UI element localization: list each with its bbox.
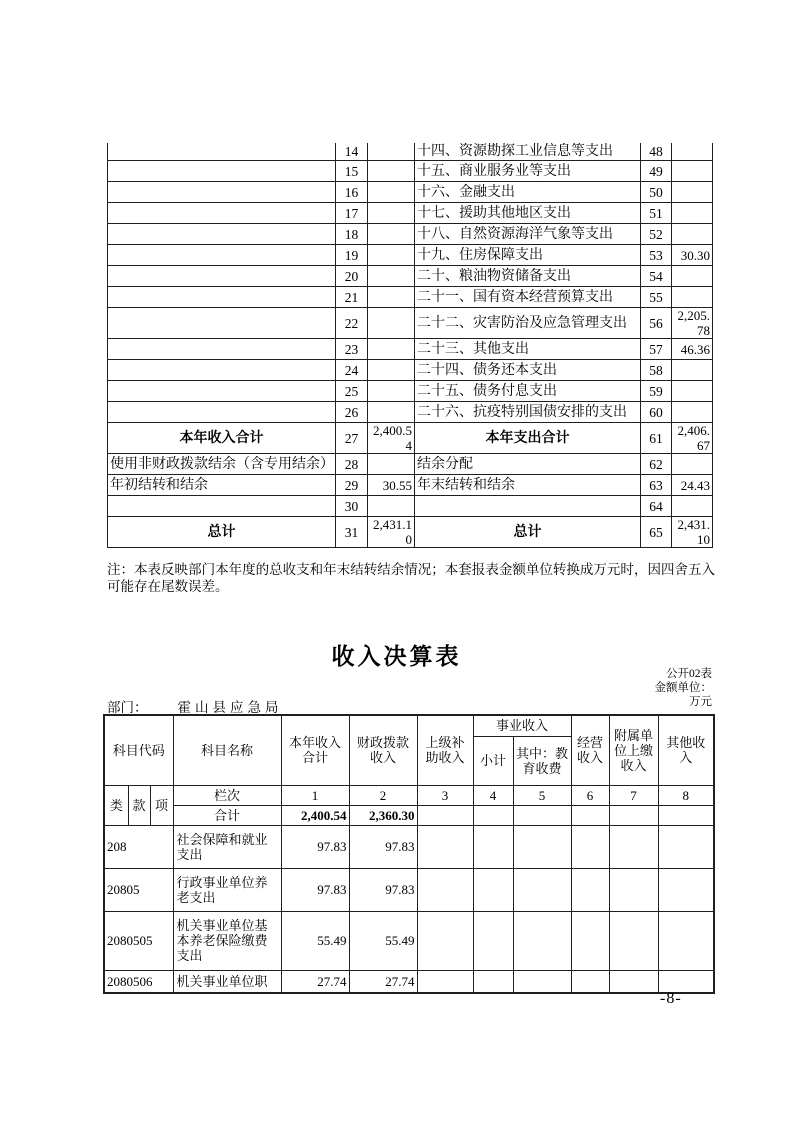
income-empty-cell — [513, 970, 571, 993]
income-table-title: 收入决算表 — [331, 643, 462, 669]
summary-left-lineno: 24 — [336, 360, 368, 381]
header-item: 项 — [150, 785, 173, 825]
summary-left-label — [108, 360, 336, 381]
col-2: 2 — [349, 785, 417, 805]
summary-left-lineno: 31 — [336, 517, 368, 548]
summary-right-value — [672, 496, 713, 517]
summary-right-label: 二十一、国有资本经营预算支出 — [415, 287, 641, 308]
header-subtotal: 小计 — [473, 736, 513, 785]
summary-balance-table — [107, 143, 713, 548]
summary-left-lineno: 18 — [336, 224, 368, 245]
department-label: 部门： — [107, 700, 148, 715]
summary-row — [108, 224, 713, 245]
summary-row — [108, 517, 713, 548]
summary-table-body — [108, 143, 713, 548]
summary-left-value — [368, 287, 415, 308]
summary-right-label: 十八、自然资源海洋气象等支出 — [415, 224, 641, 245]
summary-row — [108, 454, 713, 475]
summary-right-lineno: 63 — [641, 475, 672, 496]
summary-left-value: 30.55 — [368, 475, 415, 496]
summary-left-value — [368, 339, 415, 360]
summary-left-label — [108, 182, 336, 203]
summary-left-lineno: 14 — [336, 143, 368, 161]
income-row — [104, 911, 714, 970]
income-subject-code: 20805 — [104, 868, 173, 911]
summary-left-label — [108, 224, 336, 245]
income-subject-code: 2080505 — [104, 911, 173, 970]
summary-left-label — [108, 287, 336, 308]
total-fiscal: 2,360.30 — [349, 805, 417, 825]
summary-right-lineno: 49 — [641, 161, 672, 182]
department-name: 霍山县应急局 — [177, 700, 283, 715]
header-operating-income: 经营收入 — [571, 715, 609, 785]
summary-left-lineno: 22 — [336, 308, 368, 339]
income-annual-total: 97.83 — [281, 825, 349, 868]
summary-right-label: 年末结转和结余 — [415, 475, 641, 496]
summary-left-label: 年初结转和结余 — [108, 475, 336, 496]
income-empty-cell — [571, 911, 609, 970]
header-cat: 类 — [104, 785, 128, 825]
summary-left-lineno: 15 — [336, 161, 368, 182]
summary-left-lineno: 28 — [336, 454, 368, 475]
summary-table-note: 注：本表反映部门本年度的总收支和年末结转结余情况；本套报表金额单位转换成万元时，因四舍五入可能存在尾数误差。 — [107, 562, 715, 594]
summary-row — [108, 161, 713, 182]
page-number: -8- — [660, 990, 682, 1007]
header-affiliated-income: 附属单位上缴收入 — [609, 715, 658, 785]
summary-right-lineno: 50 — [641, 182, 672, 203]
income-annual-total: 55.49 — [281, 911, 349, 970]
col-7: 7 — [609, 785, 658, 805]
summary-left-value — [368, 182, 415, 203]
summary-row — [108, 308, 713, 339]
summary-row — [108, 360, 713, 381]
total-empty-cell — [658, 805, 714, 825]
income-empty-cell — [609, 911, 658, 970]
summary-right-lineno: 57 — [641, 339, 672, 360]
summary-right-label: 结余分配 — [415, 454, 641, 475]
income-subject-code: 208 — [104, 825, 173, 868]
summary-left-label: 本年收入合计 — [108, 423, 336, 454]
income-empty-cell — [417, 911, 473, 970]
summary-row — [108, 381, 713, 402]
income-empty-cell — [473, 868, 513, 911]
col-5: 5 — [513, 785, 571, 805]
summary-right-lineno: 48 — [641, 143, 672, 161]
income-subject-name: 机关事业单位职 — [173, 970, 281, 993]
summary-right-lineno: 51 — [641, 203, 672, 224]
income-table-body — [104, 825, 714, 993]
income-subject-name: 行政事业单位养老支出 — [173, 868, 281, 911]
total-empty-cell — [417, 805, 473, 825]
income-table — [103, 714, 715, 994]
summary-left-value — [368, 266, 415, 287]
header-edu-fee: 其中：教育收费 — [513, 736, 571, 785]
summary-row — [108, 402, 713, 423]
summary-right-label: 二十、粮油物资储备支出 — [415, 266, 641, 287]
income-empty-cell — [658, 825, 714, 868]
summary-left-value — [368, 360, 415, 381]
income-empty-cell — [473, 970, 513, 993]
total-empty-cell — [513, 805, 571, 825]
col-1: 1 — [281, 785, 349, 805]
summary-right-lineno: 59 — [641, 381, 672, 402]
summary-right-lineno: 54 — [641, 266, 672, 287]
summary-row — [108, 143, 713, 161]
summary-left-label — [108, 308, 336, 339]
summary-left-value — [368, 245, 415, 266]
summary-left-value: 2,400.54 — [368, 423, 415, 454]
income-empty-cell — [658, 868, 714, 911]
unit-value: 万元 — [689, 696, 712, 708]
summary-right-value: 2,406.67 — [672, 423, 713, 454]
summary-right-value: 46.36 — [672, 339, 713, 360]
summary-right-value: 2,205.78 — [672, 308, 713, 339]
summary-left-label — [108, 402, 336, 423]
summary-left-label — [108, 266, 336, 287]
col-3: 3 — [417, 785, 473, 805]
summary-left-value — [368, 161, 415, 182]
summary-right-lineno: 60 — [641, 402, 672, 423]
income-row — [104, 868, 714, 911]
colrow-label: 栏次 — [173, 785, 281, 805]
table-meta — [655, 667, 713, 709]
income-empty-cell — [609, 868, 658, 911]
summary-row — [108, 266, 713, 287]
income-empty-cell — [571, 970, 609, 993]
income-empty-cell — [417, 825, 473, 868]
col-8: 8 — [658, 785, 714, 805]
header-other-income: 其他收入 — [658, 715, 714, 785]
summary-left-lineno: 26 — [336, 402, 368, 423]
summary-right-label: 十五、商业服务业等支出 — [415, 161, 641, 182]
summary-row — [108, 287, 713, 308]
summary-left-lineno: 16 — [336, 182, 368, 203]
total-empty-cell — [609, 805, 658, 825]
income-empty-cell — [473, 911, 513, 970]
header-annual-total: 本年收入合计 — [281, 715, 349, 785]
summary-right-value — [672, 287, 713, 308]
income-empty-cell — [571, 868, 609, 911]
summary-row — [108, 245, 713, 266]
unit-label: 金额单位： — [654, 682, 712, 694]
summary-left-value — [368, 454, 415, 475]
summary-right-value: 30.30 — [672, 245, 713, 266]
income-empty-cell — [571, 825, 609, 868]
header-superior-subsidy: 上级补助收入 — [417, 715, 473, 785]
summary-right-lineno: 55 — [641, 287, 672, 308]
summary-right-value — [672, 182, 713, 203]
summary-left-value — [368, 143, 415, 161]
income-annual-total: 97.83 — [281, 868, 349, 911]
income-fiscal-value: 97.83 — [349, 868, 417, 911]
summary-left-value — [368, 496, 415, 517]
income-empty-cell — [609, 825, 658, 868]
total-empty-cell — [473, 805, 513, 825]
sheet-code: 公开02表 — [666, 668, 712, 680]
summary-right-lineno: 58 — [641, 360, 672, 381]
summary-left-value: 2,431.10 — [368, 517, 415, 548]
summary-left-label — [108, 381, 336, 402]
summary-left-label — [108, 245, 336, 266]
income-subject-code: 2080506 — [104, 970, 173, 993]
summary-right-label: 十六、金融支出 — [415, 182, 641, 203]
income-row — [104, 825, 714, 868]
summary-left-label — [108, 161, 336, 182]
summary-right-value — [672, 224, 713, 245]
income-fiscal-value: 27.74 — [349, 970, 417, 993]
income-row — [104, 970, 714, 993]
summary-right-value — [672, 161, 713, 182]
income-empty-cell — [473, 825, 513, 868]
summary-right-value — [672, 360, 713, 381]
summary-left-lineno: 27 — [336, 423, 368, 454]
summary-left-value — [368, 203, 415, 224]
summary-left-lineno: 23 — [336, 339, 368, 360]
summary-left-label — [108, 339, 336, 360]
summary-right-lineno: 62 — [641, 454, 672, 475]
income-subject-name: 机关事业单位基本养老保险缴费支出 — [173, 911, 281, 970]
summary-right-value — [672, 381, 713, 402]
summary-right-value: 2,431.10 — [672, 517, 713, 548]
income-empty-cell — [513, 911, 571, 970]
col-4: 4 — [473, 785, 513, 805]
total-empty-cell — [571, 805, 609, 825]
summary-right-label: 二十六、抗疫特别国债安排的支出 — [415, 402, 641, 423]
col-6: 6 — [571, 785, 609, 805]
summary-right-lineno: 61 — [641, 423, 672, 454]
summary-right-value — [672, 203, 713, 224]
summary-left-lineno: 30 — [336, 496, 368, 517]
summary-row — [108, 203, 713, 224]
summary-right-label: 本年支出合计 — [415, 423, 641, 454]
summary-left-label: 使用非财政拨款结余（含专用结余） — [108, 454, 336, 475]
summary-row — [108, 423, 713, 454]
summary-row — [108, 496, 713, 517]
total-row-label: 合计 — [173, 805, 281, 825]
summary-left-label: 总计 — [108, 517, 336, 548]
income-empty-cell — [417, 970, 473, 993]
header-fiscal-income: 财政拨款收入 — [349, 715, 417, 785]
header-subject-code: 科目代码 — [104, 715, 173, 785]
summary-left-value — [368, 381, 415, 402]
income-empty-cell — [658, 911, 714, 970]
summary-left-lineno: 25 — [336, 381, 368, 402]
income-empty-cell — [513, 825, 571, 868]
summary-left-label — [108, 496, 336, 517]
summary-row — [108, 182, 713, 203]
summary-right-label: 总计 — [415, 517, 641, 548]
summary-right-label: 二十二、灾害防治及应急管理支出 — [415, 308, 641, 339]
income-fiscal-value: 55.49 — [349, 911, 417, 970]
income-empty-cell — [417, 868, 473, 911]
summary-row — [108, 339, 713, 360]
summary-left-value — [368, 224, 415, 245]
summary-right-lineno: 56 — [641, 308, 672, 339]
income-annual-total: 27.74 — [281, 970, 349, 993]
department-line — [107, 696, 283, 716]
header-sec: 款 — [128, 785, 150, 825]
summary-right-value — [672, 454, 713, 475]
summary-left-value — [368, 402, 415, 423]
summary-right-lineno: 64 — [641, 496, 672, 517]
income-fiscal-value: 97.83 — [349, 825, 417, 868]
summary-row — [108, 475, 713, 496]
header-business-income: 事业收入 — [473, 715, 571, 736]
summary-right-value — [672, 266, 713, 287]
income-empty-cell — [609, 970, 658, 993]
summary-right-label: 十七、援助其他地区支出 — [415, 203, 641, 224]
summary-right-lineno: 52 — [641, 224, 672, 245]
total-annual: 2,400.54 — [281, 805, 349, 825]
income-subject-name: 社会保障和就业支出 — [173, 825, 281, 868]
summary-left-lineno: 19 — [336, 245, 368, 266]
summary-left-lineno: 20 — [336, 266, 368, 287]
summary-left-value — [368, 308, 415, 339]
income-empty-cell — [513, 868, 571, 911]
summary-right-value — [672, 143, 713, 161]
summary-right-label: 十九、住房保障支出 — [415, 245, 641, 266]
summary-right-lineno: 65 — [641, 517, 672, 548]
header-subject-name: 科目名称 — [173, 715, 281, 785]
summary-right-value: 24.43 — [672, 475, 713, 496]
summary-right-label: 二十三、其他支出 — [415, 339, 641, 360]
summary-left-label — [108, 143, 336, 161]
summary-left-lineno: 17 — [336, 203, 368, 224]
summary-left-lineno: 21 — [336, 287, 368, 308]
summary-left-lineno: 29 — [336, 475, 368, 496]
summary-right-label: 二十四、债务还本支出 — [415, 360, 641, 381]
summary-left-label — [108, 203, 336, 224]
summary-right-value — [672, 402, 713, 423]
summary-right-lineno: 53 — [641, 245, 672, 266]
summary-right-label: 二十五、债务付息支出 — [415, 381, 641, 402]
summary-right-label: 十四、资源勘探工业信息等支出 — [415, 143, 641, 161]
summary-right-label — [415, 496, 641, 517]
